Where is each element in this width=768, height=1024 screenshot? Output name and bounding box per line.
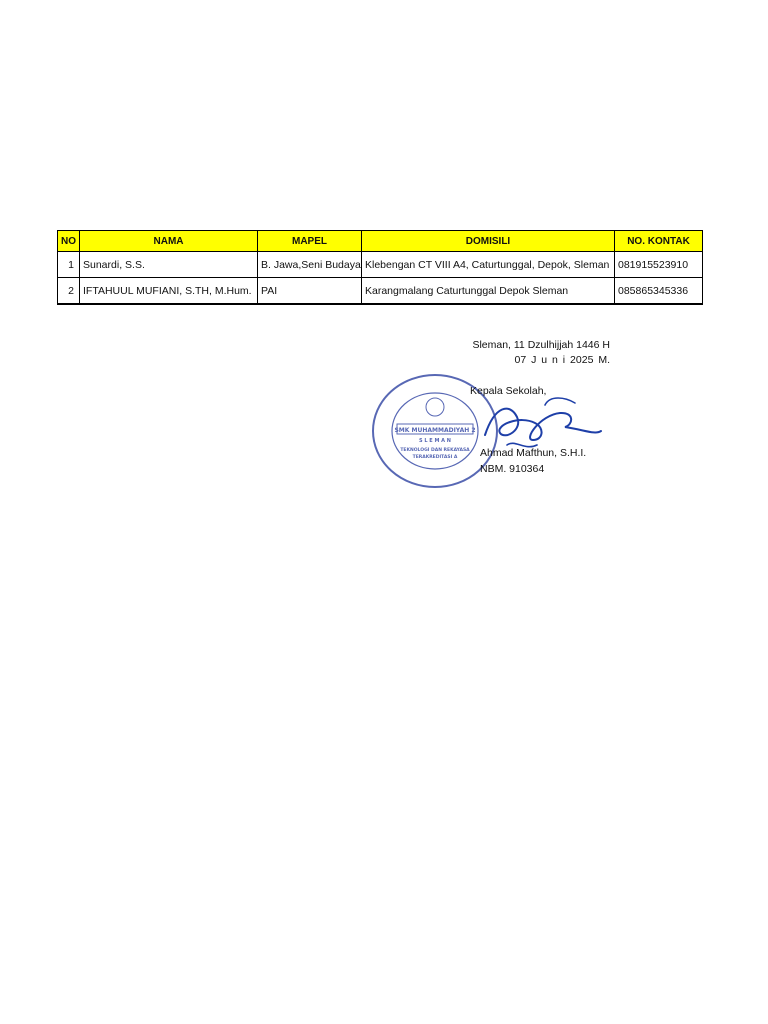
svg-text:TEKNOLOGI DAN REKAYASA: TEKNOLOGI DAN REKAYASA (400, 448, 470, 453)
cell-kontak: 085865345336 (615, 278, 703, 305)
signatory-title: Kepala Sekolah, (470, 385, 547, 397)
table-row (58, 278, 703, 305)
teacher-table (57, 230, 703, 305)
signatory-id: NBM. 910364 (480, 463, 545, 475)
header-domisili: DOMISILI (362, 231, 615, 252)
svg-text:TERAKREDITASI A: TERAKREDITASI A (412, 455, 458, 460)
date-masehi: 07 J u n i 2025 M. (514, 354, 610, 366)
cell-mapel: B. Jawa,Seni Budaya (258, 252, 362, 278)
signatory-name: Ahmad Mafthun, S.H.I. (480, 447, 587, 459)
svg-text:S L E M A N: S L E M A N (419, 438, 451, 444)
table-header-row (58, 231, 703, 252)
cell-kontak: 081915523910 (615, 252, 703, 278)
header-no: NO (58, 231, 80, 252)
cell-nama: Sunardi, S.S. (80, 252, 258, 278)
cell-domisili: Klebengan CT VIII A4, Caturtunggal, Depok, Sleman (362, 252, 615, 278)
place-date: Sleman, 11 Dzulhijjah 1446 H (472, 339, 610, 351)
header-mapel: MAPEL (258, 231, 362, 252)
cell-no: 1 (58, 252, 80, 278)
table-row (58, 252, 703, 278)
svg-text:SMK MUHAMMADIYAH 2: SMK MUHAMMADIYAH 2 (394, 427, 476, 434)
cell-mapel: PAI (258, 278, 362, 305)
cell-nama: IFTAHUUL MUFIANI, S.TH, M.Hum. (80, 278, 258, 305)
cell-domisili: Karangmalang Caturtunggal Depok Sleman (362, 278, 615, 305)
header-kontak: NO. KONTAK (615, 231, 703, 252)
signature-date-block (420, 338, 610, 368)
cell-no: 2 (58, 278, 80, 305)
header-nama: NAMA (80, 231, 258, 252)
